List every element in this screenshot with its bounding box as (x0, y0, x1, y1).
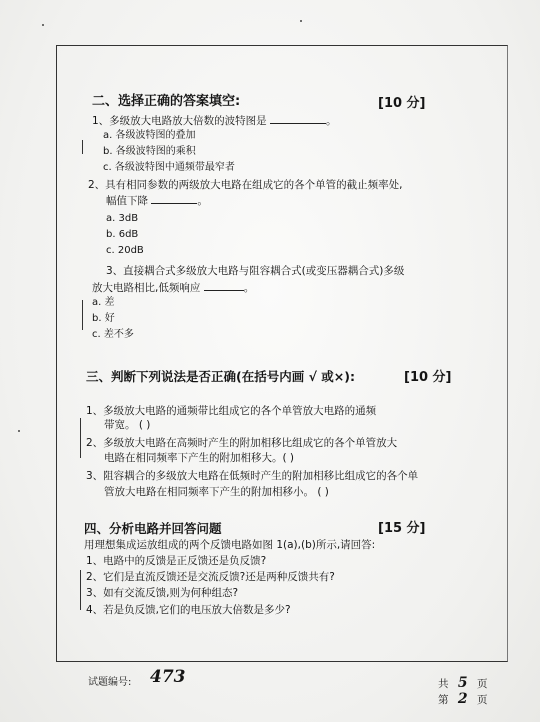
scan-speck (300, 20, 302, 22)
exam-code-label: 试题编号: (88, 677, 132, 688)
s3-item1-line1: 1、多级放大电路的通频带比组成它的各个单管放大电路的通频 (86, 405, 377, 417)
s4-question-4: 4、若是负反馈,它们的电压放大倍数是多少? (86, 604, 291, 616)
q2-stem-cont: 幅值下降 。 (106, 195, 208, 207)
q2-option-b: b. 6dB (106, 229, 139, 240)
s3-item1-line2[interactable]: 带宽。 ( ) (104, 419, 151, 431)
s4-question-1: 1、电路中的反馈是正反馈还是负反馈? (86, 555, 267, 567)
s3-item2-line1: 2、多级放大电路在高频时产生的附加相移比组成它的各个单管放大 (86, 437, 398, 449)
section4-title: 四、分析电路并回答问题 (84, 521, 222, 536)
q3-stem-cont: 放大电路相比,低频响应 。 (92, 282, 255, 294)
section2-score: [10 分] (378, 96, 426, 111)
margin-mark (82, 300, 83, 330)
current-page: 第 2 页 (438, 691, 488, 707)
scan-speck (18, 430, 20, 432)
section3-title: 三、判断下列说法是否正确(在括号内画 √ 或×): (86, 369, 355, 384)
q3-stem: 3、直接耦合式多级放大电路与阻容耦合式(或变压器耦合式)多级 (106, 265, 405, 277)
s3-item3-line2[interactable]: 管放大电路在相同频率下产生的附加相移小。 ( ) (104, 486, 329, 498)
q1-option-b: b. 各级波特图的乘积 (103, 146, 196, 157)
q1-option-c: c. 各级波特图中通频带最窄者 (103, 162, 235, 173)
section4-score: [15 分] (378, 521, 426, 536)
s4-question-2: 2、它们是直流反馈还是交流反馈?还是两种反馈共有? (86, 571, 335, 583)
q3-answer-blank[interactable] (204, 281, 244, 291)
section3-score: [10 分] (404, 370, 452, 385)
q3-option-c: c. 差不多 (92, 329, 134, 340)
q3-option-a: a. 差 (92, 297, 115, 308)
exam-code-value: 473 (150, 667, 186, 687)
q2-stem: 2、具有相同参数的两级放大电路在组成它的各个单管的截止频率处, (88, 179, 403, 191)
q2-answer-blank[interactable] (151, 194, 197, 204)
q2-option-a: a. 3dB (106, 213, 139, 224)
scan-speck (42, 24, 44, 26)
q1-stem: 1、多级放大电路放大倍数的波特图是 。 (92, 115, 337, 127)
s4-intro: 用理想集成运放组成的两个反馈电路如图 1(a),(b)所示,请回答: (84, 539, 376, 551)
s4-question-3: 3、如有交流反馈,则为何种组态? (86, 587, 239, 599)
s3-item2-line2[interactable]: 电路在相同频率下产生的附加相移大。( ) (104, 452, 295, 464)
q1-option-a: a. 各级波特图的叠加 (103, 130, 196, 141)
section2-title: 二、选择正确的答案填空: (92, 94, 241, 109)
q3-option-b: b. 好 (92, 313, 115, 324)
s3-item3-line1: 3、阻容耦合的多级放大电路在低频时产生的附加相移比组成它的各个单 (86, 470, 419, 482)
margin-mark (80, 570, 81, 610)
q1-answer-blank[interactable] (270, 114, 326, 124)
margin-mark (82, 140, 83, 154)
total-pages: 共 5 页 (438, 675, 488, 691)
q2-option-c: c. 20dB (106, 245, 144, 256)
margin-mark (80, 418, 81, 458)
